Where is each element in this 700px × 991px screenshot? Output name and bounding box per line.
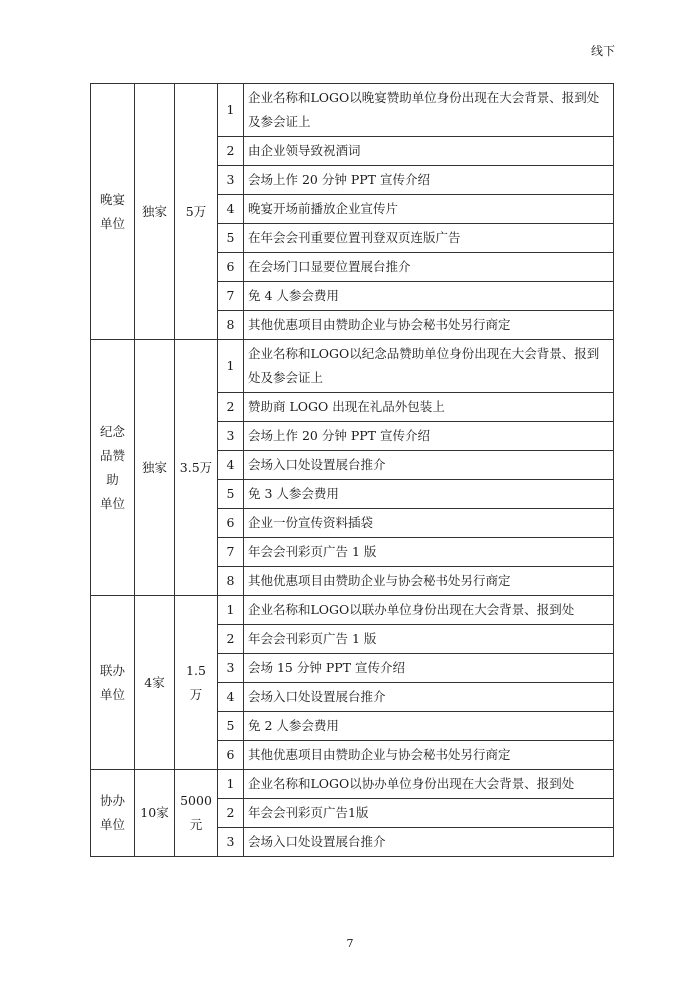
item-description: 其他优惠项目由赞助企业与协会秘书处另行商定 [244, 311, 614, 340]
item-number: 3 [218, 422, 244, 451]
item-number: 4 [218, 195, 244, 224]
item-description: 会场入口处设置展台推介 [244, 828, 614, 857]
item-number: 2 [218, 393, 244, 422]
item-description: 企业名称和LOGO以联办单位身份出现在大会背景、报到处 [244, 596, 614, 625]
item-number: 1 [218, 84, 244, 137]
table-row [91, 340, 614, 393]
item-description: 会场入口处设置展台推介 [244, 683, 614, 712]
quantity-cell: 独家 [135, 340, 175, 596]
item-description: 免 4 人参会费用 [244, 282, 614, 311]
table-row [91, 84, 614, 137]
table-row [91, 770, 614, 799]
item-description: 企业名称和LOGO以协办单位身份出现在大会背景、报到处 [244, 770, 614, 799]
item-description: 会场上作 20 分钟 PPT 宣传介绍 [244, 422, 614, 451]
item-number: 4 [218, 683, 244, 712]
item-number: 4 [218, 451, 244, 480]
item-description: 年会会刊彩页广告 1 版 [244, 625, 614, 654]
price-cell [175, 770, 218, 857]
category-line: 联办 [99, 662, 125, 678]
item-number: 1 [218, 340, 244, 393]
price-cell [175, 340, 218, 596]
category-line: 单位 [99, 215, 125, 231]
category-line: 单位 [99, 686, 125, 702]
page-number: 7 [346, 937, 354, 950]
item-number: 6 [218, 253, 244, 282]
quantity-cell: 4家 [135, 596, 175, 770]
item-number: 8 [218, 311, 244, 340]
price-line: 5000 [180, 793, 212, 808]
item-description: 会场 15 分钟 PPT 宣传介绍 [244, 654, 614, 683]
category-cell [91, 340, 135, 596]
item-description: 在年会会刊重要位置刊登双页连版广告 [244, 224, 614, 253]
category-line: 晚宴 [99, 191, 125, 207]
category-line: 单位 [99, 817, 125, 832]
category-cell [91, 84, 135, 340]
item-number: 1 [218, 596, 244, 625]
quantity-cell: 独家 [135, 84, 175, 340]
item-description: 年会会刊彩页广告1版 [244, 799, 614, 828]
item-number: 7 [218, 538, 244, 567]
price-line: 万 [189, 686, 203, 702]
item-number: 6 [218, 509, 244, 538]
item-number: 3 [218, 828, 244, 857]
item-number: 5 [218, 224, 244, 253]
sponsorship-table [90, 83, 614, 857]
item-description: 由企业领导致祝酒词 [244, 137, 614, 166]
item-description: 其他优惠项目由赞助企业与协会秘书处另行商定 [244, 741, 614, 770]
item-number: 3 [218, 654, 244, 683]
category-line: 助 [106, 471, 119, 487]
item-number: 6 [218, 741, 244, 770]
item-description: 其他优惠项目由赞助企业与协会秘书处另行商定 [244, 567, 614, 596]
price-cell [175, 84, 218, 340]
category-line: 品赞 [99, 447, 125, 463]
price-line: 元 [189, 817, 203, 832]
item-number: 2 [218, 799, 244, 828]
category-cell [91, 596, 135, 770]
quantity-cell: 10家 [135, 770, 175, 857]
item-description: 会场上作 20 分钟 PPT 宣传介绍 [244, 166, 614, 195]
item-description: 会场入口处设置展台推介 [244, 451, 614, 480]
item-number: 5 [218, 480, 244, 509]
price-cell [175, 596, 218, 770]
item-number: 7 [218, 282, 244, 311]
category-line: 协办 [99, 793, 125, 808]
price-line: 1.5 [186, 662, 206, 678]
item-description: 在会场门口显要位置展台推介 [244, 253, 614, 282]
category-line: 纪念 [99, 423, 125, 439]
price-line: 3.5万 [179, 459, 213, 475]
item-number: 2 [218, 625, 244, 654]
item-description: 免 3 人参会费用 [244, 480, 614, 509]
item-description: 晚宴开场前播放企业宣传片 [244, 195, 614, 224]
item-number: 1 [218, 770, 244, 799]
category-cell [91, 770, 135, 857]
item-description: 年会会刊彩页广告 1 版 [244, 538, 614, 567]
item-description: 赞助商 LOGO 出现在礼品外包装上 [244, 393, 614, 422]
category-line: 单位 [99, 495, 125, 511]
item-description: 企业名称和LOGO以晚宴赞助单位身份出现在大会背景、报到处及参会证上 [244, 84, 614, 137]
item-number: 5 [218, 712, 244, 741]
item-description: 免 2 人参会费用 [244, 712, 614, 741]
item-description: 企业名称和LOGO以纪念品赞助单位身份出现在大会背景、报到处及参会证上 [244, 340, 614, 393]
item-number: 3 [218, 166, 244, 195]
header-label: 线下 [591, 44, 616, 58]
item-description: 企业一份宣传资料插袋 [244, 509, 614, 538]
price-line: 5万 [185, 203, 207, 219]
item-number: 2 [218, 137, 244, 166]
table-row [91, 596, 614, 625]
item-number: 8 [218, 567, 244, 596]
